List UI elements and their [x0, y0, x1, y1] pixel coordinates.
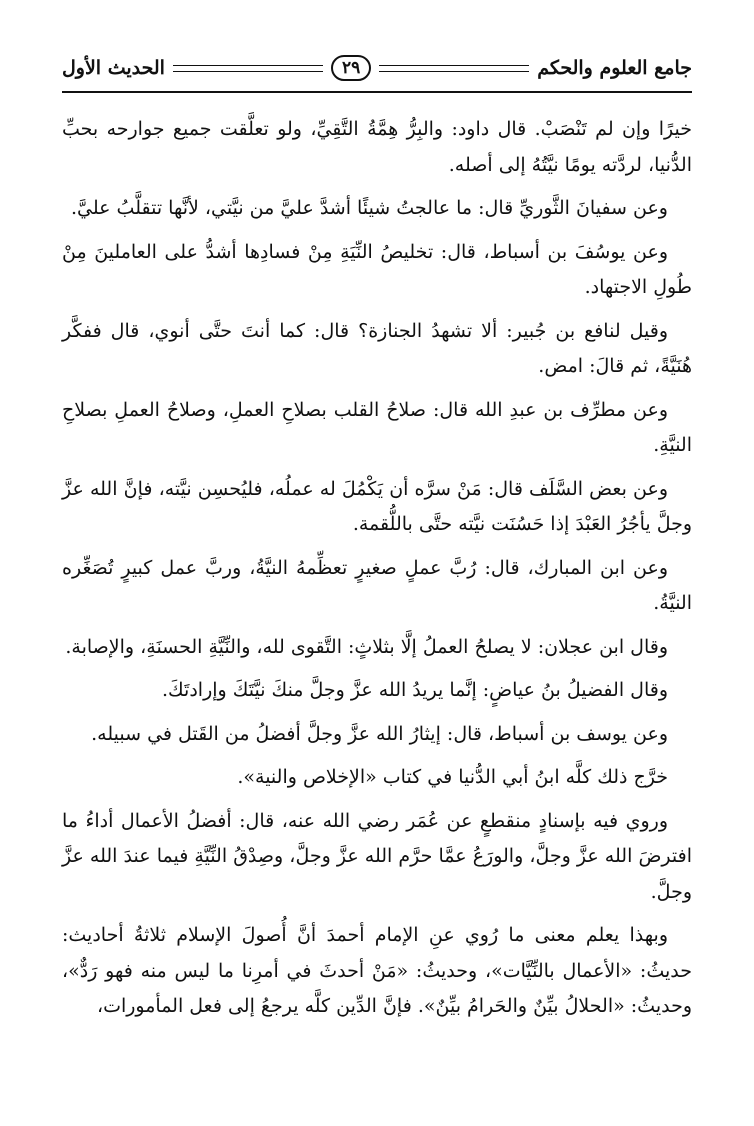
- paragraph: وقال الفضيلُ بنُ عياضٍ: إنَّما يريدُ الله عزَّ وجلَّ منكَ نيَّتَكَ وإرادتَكَ.: [162, 679, 668, 701]
- header-rule-right: [379, 65, 529, 72]
- paragraph: وعن ابن المبارك، قال: رُبَّ عملٍ صغيرٍ تعظِّمهُ النيَّةُ، وربَّ عمل كبيرٍ تُصَغِّره النيَّةُ.: [62, 556, 692, 614]
- running-header: [62, 50, 692, 86]
- paragraph: خيرًا وإن لم تَنْصَبْ. قال داود: والبِرُّ هِمَّةُ التَّقِيِّ، ولو تعلَّقت جميع جوارحه بحبِّ الدُّنيا، لردَّته يومًا نيَّتُهُ إلى أصله.: [62, 118, 692, 176]
- paragraph: وعن مطرِّف بن عبدِ الله قال: صلاحُ القلب بصلاحِ العملِ، وصلاحُ العملِ بصلاحِ النيَّةِ.: [62, 398, 692, 456]
- paragraph: وعن يوسف بن أسباط، قال: إيثارُ الله عزَّ وجلَّ أفضلُ من القَتل في سبيله.: [91, 722, 668, 745]
- header-rule-left: [173, 65, 323, 72]
- page-body: [62, 112, 692, 1033]
- paragraph: وعن بعض السَّلَف قال: مَنْ سرَّه أن يَكْمُلَ له عملُه، فليُحسِن نيَّته، فإنَّ الله عزَّ وجلَّ يأجُرُ العَبْدَ إذا حَسُنَت نيَّته حتَّى باللُّقمة.: [62, 477, 692, 535]
- paragraph: وقال ابن عجلان: لا يصلحُ العملُ إلَّا بثلاثٍ: التَّقوى لله، والنِّيَّةِ الحسنَةِ، والإصابة.: [65, 635, 668, 658]
- paragraph: وبهذا يعلم معنى ما رُوي عنِ الإمام أحمدَ أنَّ أُصولَ الإسلام ثلاثةُ أحاديث: حديثُ: «الأعمال بالنِّيَّات»، وحديثُ: «مَنْ أحدثَ في أمرِنا ما ليس منه فهو رَدٌّ»، وحديثُ: «الحلالُ بيِّنٌ والحَرامُ بيِّنٌ». فإنَّ الدِّين كلَّه يرجعُ إلى فعل المأمورات،: [62, 924, 692, 1017]
- chapter-title: الحديث الأول: [61, 57, 165, 79]
- page-number: ٢٩: [331, 55, 371, 81]
- paragraph: وروي فيه بإسنادٍ منقطعٍ عن عُمَر رضي الله عنه، قال: أفضلُ الأعمال أداءُ ما افترضَ الله عزَّ وجلَّ، والورَعُ عمَّا حرَّم الله عزَّ وجلَّ، وصِدْقُ النِّيَّةِ فيما عندَ الله عزَّ وجلَّ.: [62, 809, 692, 903]
- book-title: جامع العلوم والحكم: [537, 57, 692, 79]
- header-divider: [62, 91, 692, 93]
- paragraph: وقيل لنافع بن جُبير: ألا تشهدُ الجنازة؟ قال: كما أنتَ حتَّى أنوي، قال ففكَّر هُنَيَّةً، ثم قالَ: امض.: [62, 319, 692, 377]
- paragraph: وعن يوسُفَ بن أسباط، قال: تخليصُ النِّيَةِ مِنْ فسادِها أشدُّ على العاملينَ مِنْ طُولِ الاجتهاد.: [62, 240, 692, 298]
- paragraph: وعن سفيانَ الثَّوريِّ قال: ما عالجتُ شيئًا أشدَّ عليَّ من نيَّتي، لأنَّها تتقلَّبُ عليَّ.: [71, 197, 668, 219]
- paragraph: خرَّج ذلك كلَّه ابنُ أبي الدُّنيا في كتاب «الإخلاص والنية».: [237, 766, 668, 788]
